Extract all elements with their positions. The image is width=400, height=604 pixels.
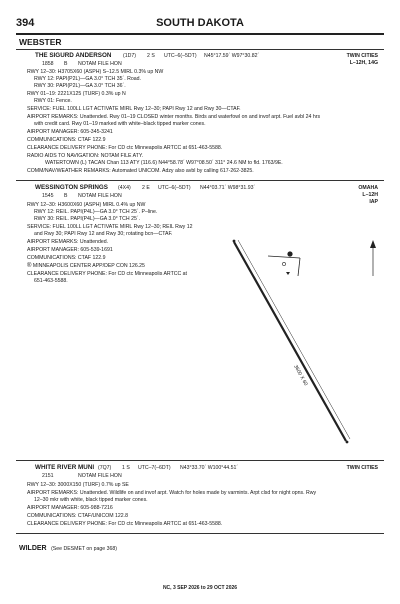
approach-control: ® MINNEAPOLIS CENTER APP/DEP CON 126.25 [27,263,145,269]
runway-end: RWY 12: PAPI(P2L)—GA 3.0° TCH 35´. Road. [34,76,141,82]
page-number: 394 [16,17,35,29]
airport-remarks-cont: with credit card. Rwy 01–19 marked with white–black tipped marker cones. [34,121,206,127]
effective-dates-footer: NC, 3 SEP 2026 to 29 OCT 2026 [162,585,238,591]
clearance-delivery: CLEARANCE DELIVERY PHONE: For CD ctc Minneapolis ARTCC at [27,271,187,277]
airport-utc: UTC–7(–6DT) [138,465,171,471]
radio-aids: RADIO AIDS TO NAVIGATION: NOTAM FILE ATY. [27,153,144,159]
runway-end: RWY 01: Fence. [34,98,72,104]
airport-name: THE SIGURD ANDERSON [35,52,112,59]
chart-iap: IAP [369,199,378,205]
airport-manager: AIRPORT MANAGER: 605-345-3241 [27,129,113,135]
circled-r-icon: ® [27,263,32,269]
airport-remarks: AIRPORT REMARKS: Unattended. Rwy 01–19 CLOSED winter months. Birds and waterfowl on and invof arpt. Fuel avbl 24 hrs [27,114,321,120]
wilder-cross-reference [19,537,117,555]
service-line: SERVICE: FUEL 100LL LGT ACTIVATE MIRL Rwy 12–30; REIL Rwy 12 [27,224,193,230]
chart-ref: L–12H, 14G [349,60,378,66]
airport-diagram [228,236,388,451]
fuel-class: B [64,61,68,67]
fuel-class: B [64,193,68,199]
runway-line: RWY 12–30: H3600X60 (ASPH) MIRL 0.4% up NW [27,202,146,208]
communications: COMMUNICATIONS: CTAF 122.9 [27,255,106,261]
runway-dimension-label: 3600 X 60 [292,364,309,387]
apron-area [268,251,300,276]
north-arrow [370,240,376,276]
page-header [16,17,384,31]
airport-elevation: 2151 [42,473,54,479]
airport-name: WHITE RIVER MUNI [35,464,95,471]
airport-manager: AIRPORT MANAGER: 605-539-1691 [27,247,113,253]
runway-line: RWY 12–30: H3705X60 (ASPH) S–12.5 MIRL 0.3% up NW [27,69,164,75]
chart-name: TWIN CITIES [346,53,378,59]
chart-name: OMAHA [358,185,378,191]
airport-remarks: AIRPORT REMARKS: Unattended. Wildlife on and invof arpt. Watch for holes made by varmints. Arpt clsd for night opns. Rwy [27,490,317,496]
communications: COMMUNICATIONS: CTAF/UNICOM 122.8 [27,513,128,519]
chart-name: TWIN CITIES [346,465,378,471]
city-heading-wilder: WILDER [19,545,47,552]
service-line-cont: and Rwy 30; PAPI Rwy 12 and Rwy 30; rotating bcn—CTAF. [34,231,173,237]
clearance-delivery-cont: 651-463-5588. [34,278,68,284]
runway-line: RWY 12–30: 3000X150 (TURF) 0.7% up SE [27,482,129,488]
airport-distance: 2 E [142,185,150,191]
airport-id: (4X4) [118,185,131,191]
airport-id: (1D7) [123,53,136,59]
notam-file: NOTAM FILE HON [78,473,122,479]
city-heading-webster: WEBSTER [19,37,62,47]
airport-elevation: 1858 [42,61,54,67]
clearance-delivery: CLEARANCE DELIVERY PHONE: For CD ctc Minneapolis ARTCC at 651-463-5588. [27,521,223,527]
airport-coords: N43°33.70´ W100°44.51´ [180,465,239,471]
service-line: SERVICE: FUEL 100LL LGT ACTIVATE MIRL Rwy 12–30; PAPI Rwy 12 and Rwy 30—CTAF. [27,106,241,112]
divider [16,49,384,50]
runway-end: RWY 30: PAPI(P2L)—GA 3.0° TCH 36´. [34,83,126,89]
airport-manager: AIRPORT MANAGER: 605-988-7216 [27,505,113,511]
notam-file: NOTAM FILE HON [78,61,122,67]
communications: COMMUNICATIONS: CTAF 122.9 [27,137,106,143]
airport-distance: 1 S [122,465,130,471]
airport-utc: UTC–6(–5DT) [158,185,191,191]
notam-file: NOTAM FILE HON [78,193,122,199]
runway-line: RWY 01–19: 2221X125 (TURF) 0.3% up N [27,91,126,97]
state-title: SOUTH DAKOTA [156,17,244,29]
airport-name: WESSINGTON SPRINGS [35,184,109,191]
airport-elevation: 1545 [42,193,54,199]
clearance-delivery: CLEARANCE DELIVERY PHONE: For CD ctc Minneapolis ARTCC at 651-463-5588. [27,145,223,151]
divider [16,460,384,461]
header-rule [16,33,384,35]
airport-distance: 2 S [147,53,155,59]
divider [16,533,384,534]
runway-end: RWY 12: REIL. PAPI(P4L)—GA 3.0° TCH 25´. P–line. [34,209,158,215]
airport-coords: N44°03.71´ W98°31.93´ [200,185,256,191]
see-also-reference[interactable]: (See DESMET on page 368) [51,546,118,552]
chart-ref: L–12H [362,192,378,198]
airport-id: (7Q7) [98,465,112,471]
airport-remarks: AIRPORT REMARKS: Unattended. [27,239,109,245]
runway-12-30 [234,240,350,441]
airport-remarks-cont: 12–30 mkr with white, black tipped marker cones. [34,497,148,503]
airport-utc: UTC–6(–5DT) [164,53,197,59]
comm-nav-weather-remarks: COMM/NAV/WEATHER REMARKS: Automated UNICOM. Adzy also avbl by calling 617-262-3825. [27,168,254,174]
runway-end: RWY 30: REIL. PAPI(P4L)—GA 3.0° TCH 25´. [34,216,141,222]
navaid: WATERTOWN (L) TACAN Chan 113 ATY (116.6) N44°58.78´ W97°08.50´ 311° 24.6 NM to fld. 1763/9E. [45,160,283,166]
divider [16,180,384,181]
airport-coords: N45°17.59´ W97°30.82´ [204,53,260,59]
beacon-icon [287,251,292,256]
